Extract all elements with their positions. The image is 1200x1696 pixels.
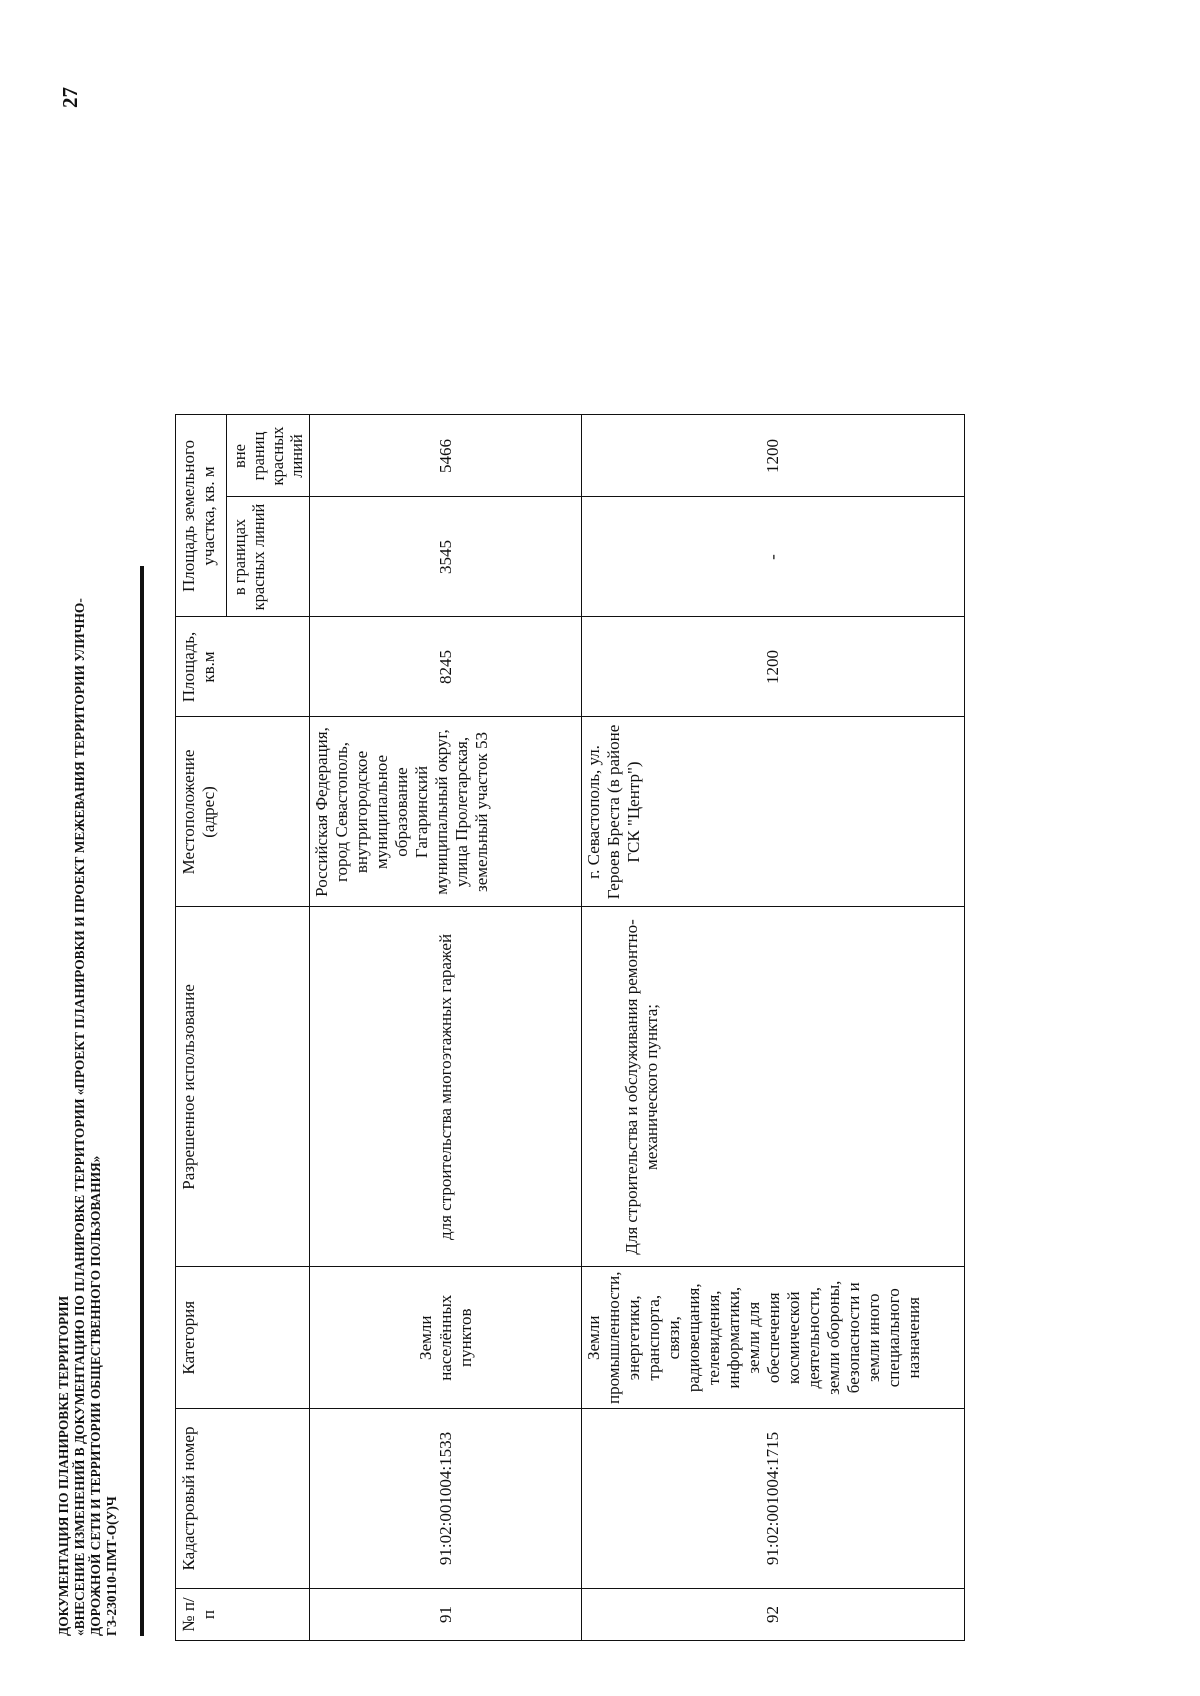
header-category: Категория xyxy=(176,1267,310,1409)
table-header-row xyxy=(176,415,227,1641)
cell-permitted-use: для строительства многоэтажных гаражей xyxy=(310,907,582,1267)
header-num: № п/п xyxy=(176,1589,310,1641)
header-location: Местоположение (адрес) xyxy=(176,717,310,907)
cell-permitted-use: Для строительства и обслуживания ремонтно-механического пункта; xyxy=(582,907,965,1267)
header-underline xyxy=(140,566,144,1636)
header-cadastral: Кадастровый номер xyxy=(176,1409,310,1589)
cell-category: Земли населённых пунктов xyxy=(310,1267,582,1409)
header-line-1: ДОКУМЕНТАЦИЯ ПО ПЛАНИРОВКЕ ТЕРРИТОРИИ xyxy=(56,1296,71,1636)
land-plots-table xyxy=(175,414,965,1641)
cell-location: г. Севастополь, ул. Героев Бреста (в районе ГСК "Центр") xyxy=(582,717,965,907)
header-line-3: ДОРОЖНОЙ СЕТИ И ТЕРРИТОРИИ ОБЩЕСТВЕННОГО ПОЛЬЗОВАНИЯ» xyxy=(88,1155,103,1636)
header-outside-red-lines: вне границ красных линий xyxy=(227,415,310,497)
header-inside-red-lines: в границах красных линий xyxy=(227,497,310,617)
header-line-2: «ВНЕСЕНИЕ ИЗМЕНЕНИЙ В ДОКУМЕНТАЦИЮ ПО ПЛАНИРОВКЕ ТЕРРИТОРИИ «ПРОЕКТ ПЛАНИРОВКИ И ПРОЕКТ МЕЖЕВАНИЯ ТЕРРИТОРИИ УЛИЧНО- xyxy=(72,598,87,1636)
cell-category: Земли промышленности, энергетики, транспорта, связи, радиовещания, телевидения, информатики, земли для обеспечения космической деятельности, земли обороны, безопасности и земли иного специального назначения xyxy=(582,1267,965,1409)
header-permitted-use: Разрешенное использование xyxy=(176,907,310,1267)
cell-num: 91 xyxy=(310,1589,582,1641)
cell-cadastral: 91:02:001004:1533 xyxy=(310,1409,582,1589)
cell-location: Российская Федерация, город Севастополь, внутригородское муниципальное образование Гагаринский муниципальный округ, улица Пролетарская, земельный участок 53 xyxy=(310,717,582,907)
cell-cadastral: 91:02:001004:1715 xyxy=(582,1409,965,1589)
header-line-4: ГЗ-230110-ПМТ-О(У)Ч xyxy=(104,1496,119,1636)
table-row xyxy=(310,415,582,1641)
header-plot-area: Площадь земельного участка, кв. м xyxy=(176,415,227,617)
cell-num: 92 xyxy=(582,1589,965,1641)
cell-outside-red-lines: 1200 xyxy=(582,415,965,497)
document-header xyxy=(56,598,120,1636)
cell-inside-red-lines: 3545 xyxy=(310,497,582,617)
page-number: 27 xyxy=(58,87,82,108)
header-area: Площадь, кв.м xyxy=(176,617,310,717)
cell-area: 1200 xyxy=(582,617,965,717)
cell-outside-red-lines: 5466 xyxy=(310,415,582,497)
table-row xyxy=(582,415,965,1641)
cell-area: 8245 xyxy=(310,617,582,717)
cell-inside-red-lines: - xyxy=(582,497,965,617)
